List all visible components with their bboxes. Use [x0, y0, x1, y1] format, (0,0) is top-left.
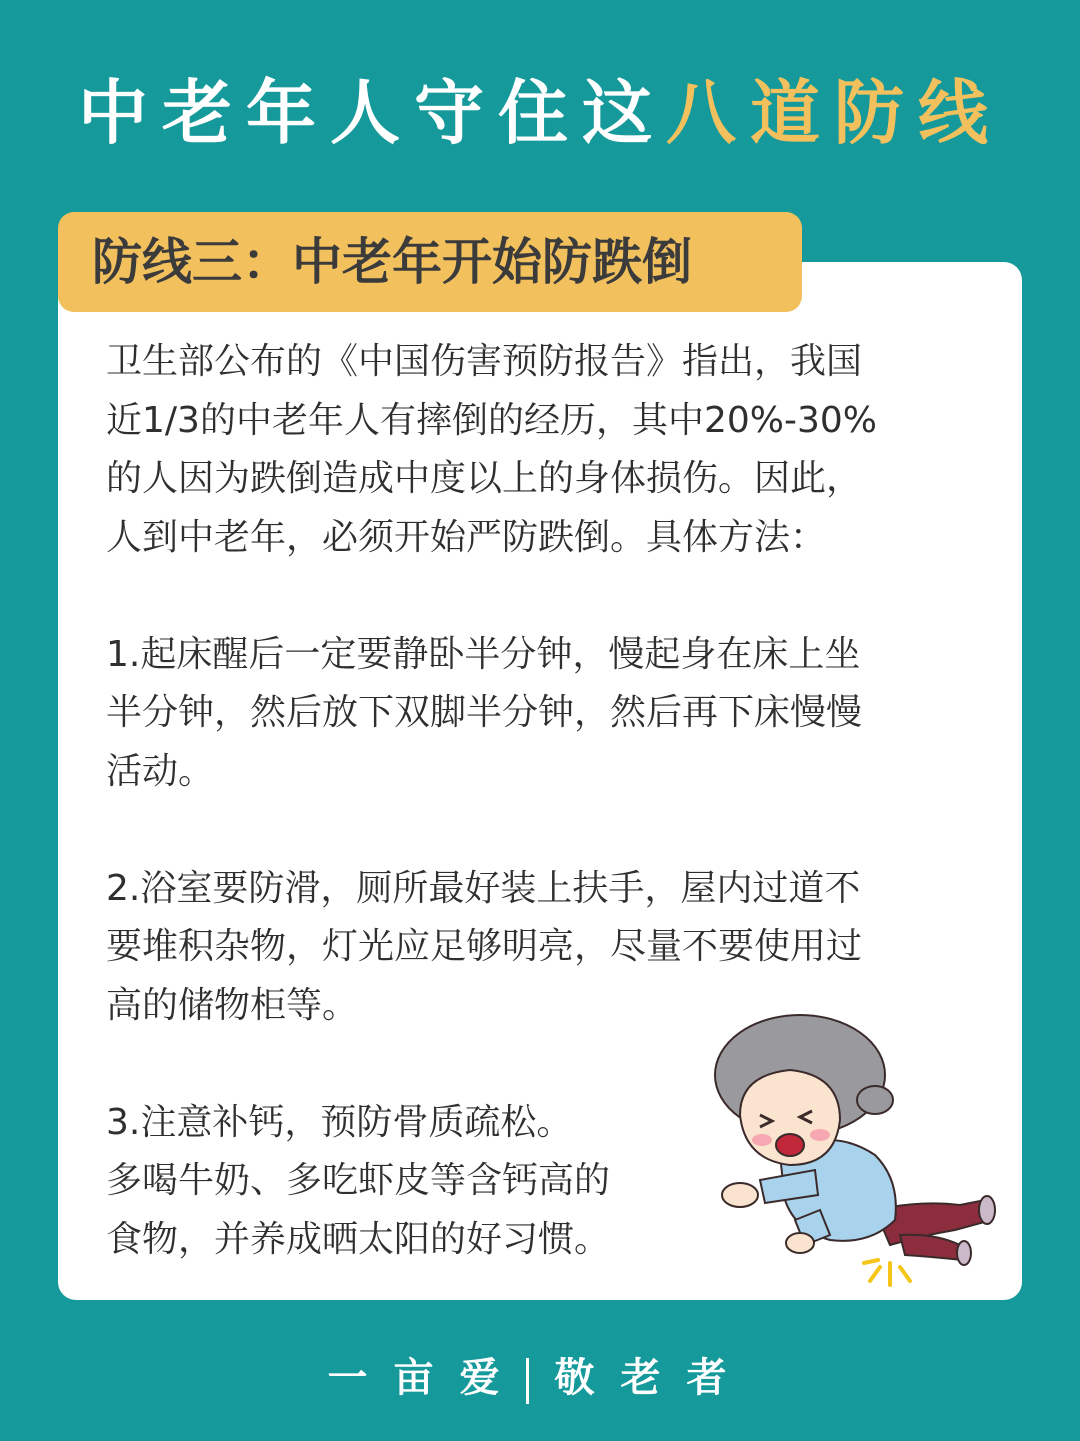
section-tag: 防线三：中老年开始防跌倒 [58, 212, 802, 312]
footer-right-text: 敬老者 [554, 1354, 753, 1401]
footer-left-text: 一亩爱 [327, 1354, 526, 1401]
title-accent: 八道防线 [666, 71, 1002, 154]
footer-brand [0, 1350, 1080, 1406]
tip-item-1: 1.起床醒后一定要静卧半分钟，慢起身在床上坐 半分钟，然后放下双脚半分钟，然后再下床慢慢 活动。 [106, 633, 863, 792]
intro-paragraph: 卫生部公布的《中国伤害预防报告》指出，我国 近1/3的中老年人有摔倒的经历，其中20%-30% 的人因为跌倒造成中度以上的身体损伤。因此， 人到中老年，必须开始严防跌倒。具体方法： [106, 341, 877, 558]
footer-divider [526, 1358, 529, 1404]
title-main: 中老年人守住这 [78, 71, 666, 154]
tip-item-3: 3.注意补钙，预防骨质疏松。 多喝牛奶、多吃虾皮等含钙高的 食物，并养成晒太阳的好习惯。 [106, 1101, 611, 1260]
falling-elderly-woman-illustration [700, 1005, 1000, 1295]
tip-item-2: 2.浴室要防滑，厕所最好装上扶手，屋内过道不 要堆积杂物，灯光应足够明亮，尽量不要使用过 高的储物柜等。 [106, 867, 863, 1026]
page-title [0, 68, 1080, 158]
